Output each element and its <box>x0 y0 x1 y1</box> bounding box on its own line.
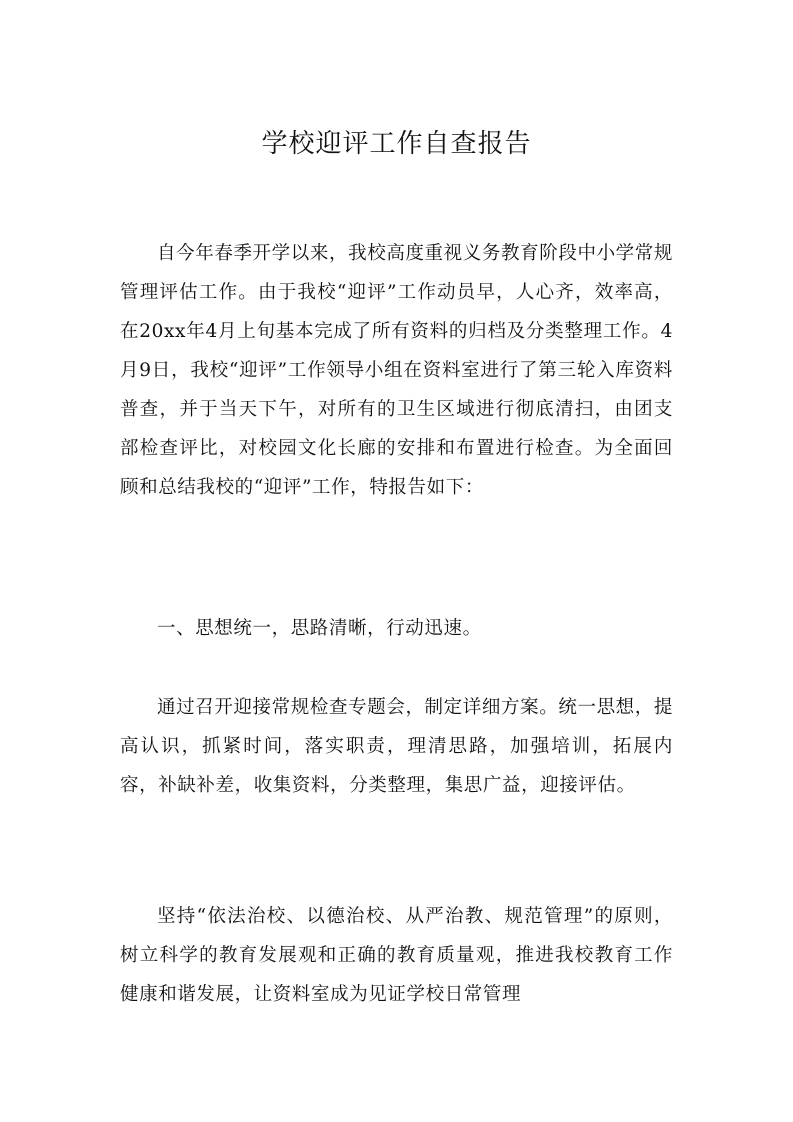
paragraph-principle: 坚持“依法治校、以德治校、从严治教、规范管理”的原则，树立科学的教育发展观和正确的教育质量观，推进我校教育工作健康和谐发展，让资料室成为见证学校日常管理 <box>120 906 673 1005</box>
section-heading-1: 一、思想统一，思路清晰，行动迅速。 <box>157 618 482 639</box>
paragraph-intro: 自今年春季开学以来，我校高度重视义务教育阶段中小学常规管理评估工作。由于我校“迎评”工作动员早，人心齐，效率高，在20xx年4月上旬基本完成了所有资料的归档及分类整理工作。4月9日，我校“迎评”工作领导小组在资料室进行了第三轮入库资料普查，并于当天下午，对所有的卫生区域进行彻底清扫，由团支部检查评比，对校园文化长廊的安排和布置进行检查。为全面回顾和总结我校的“迎评”工作，特报告如下： <box>120 243 673 498</box>
paragraph-meeting: 通过召开迎接常规检查专题会，制定详细方案。统一思想，提高认识，抓紧时间，落实职责，理清思路，加强培训，拓展内容，补缺补差，收集资料，分类整理，集思广益，迎接评估。 <box>120 697 673 796</box>
document-title: 学校迎评工作自查报告 <box>261 129 532 159</box>
